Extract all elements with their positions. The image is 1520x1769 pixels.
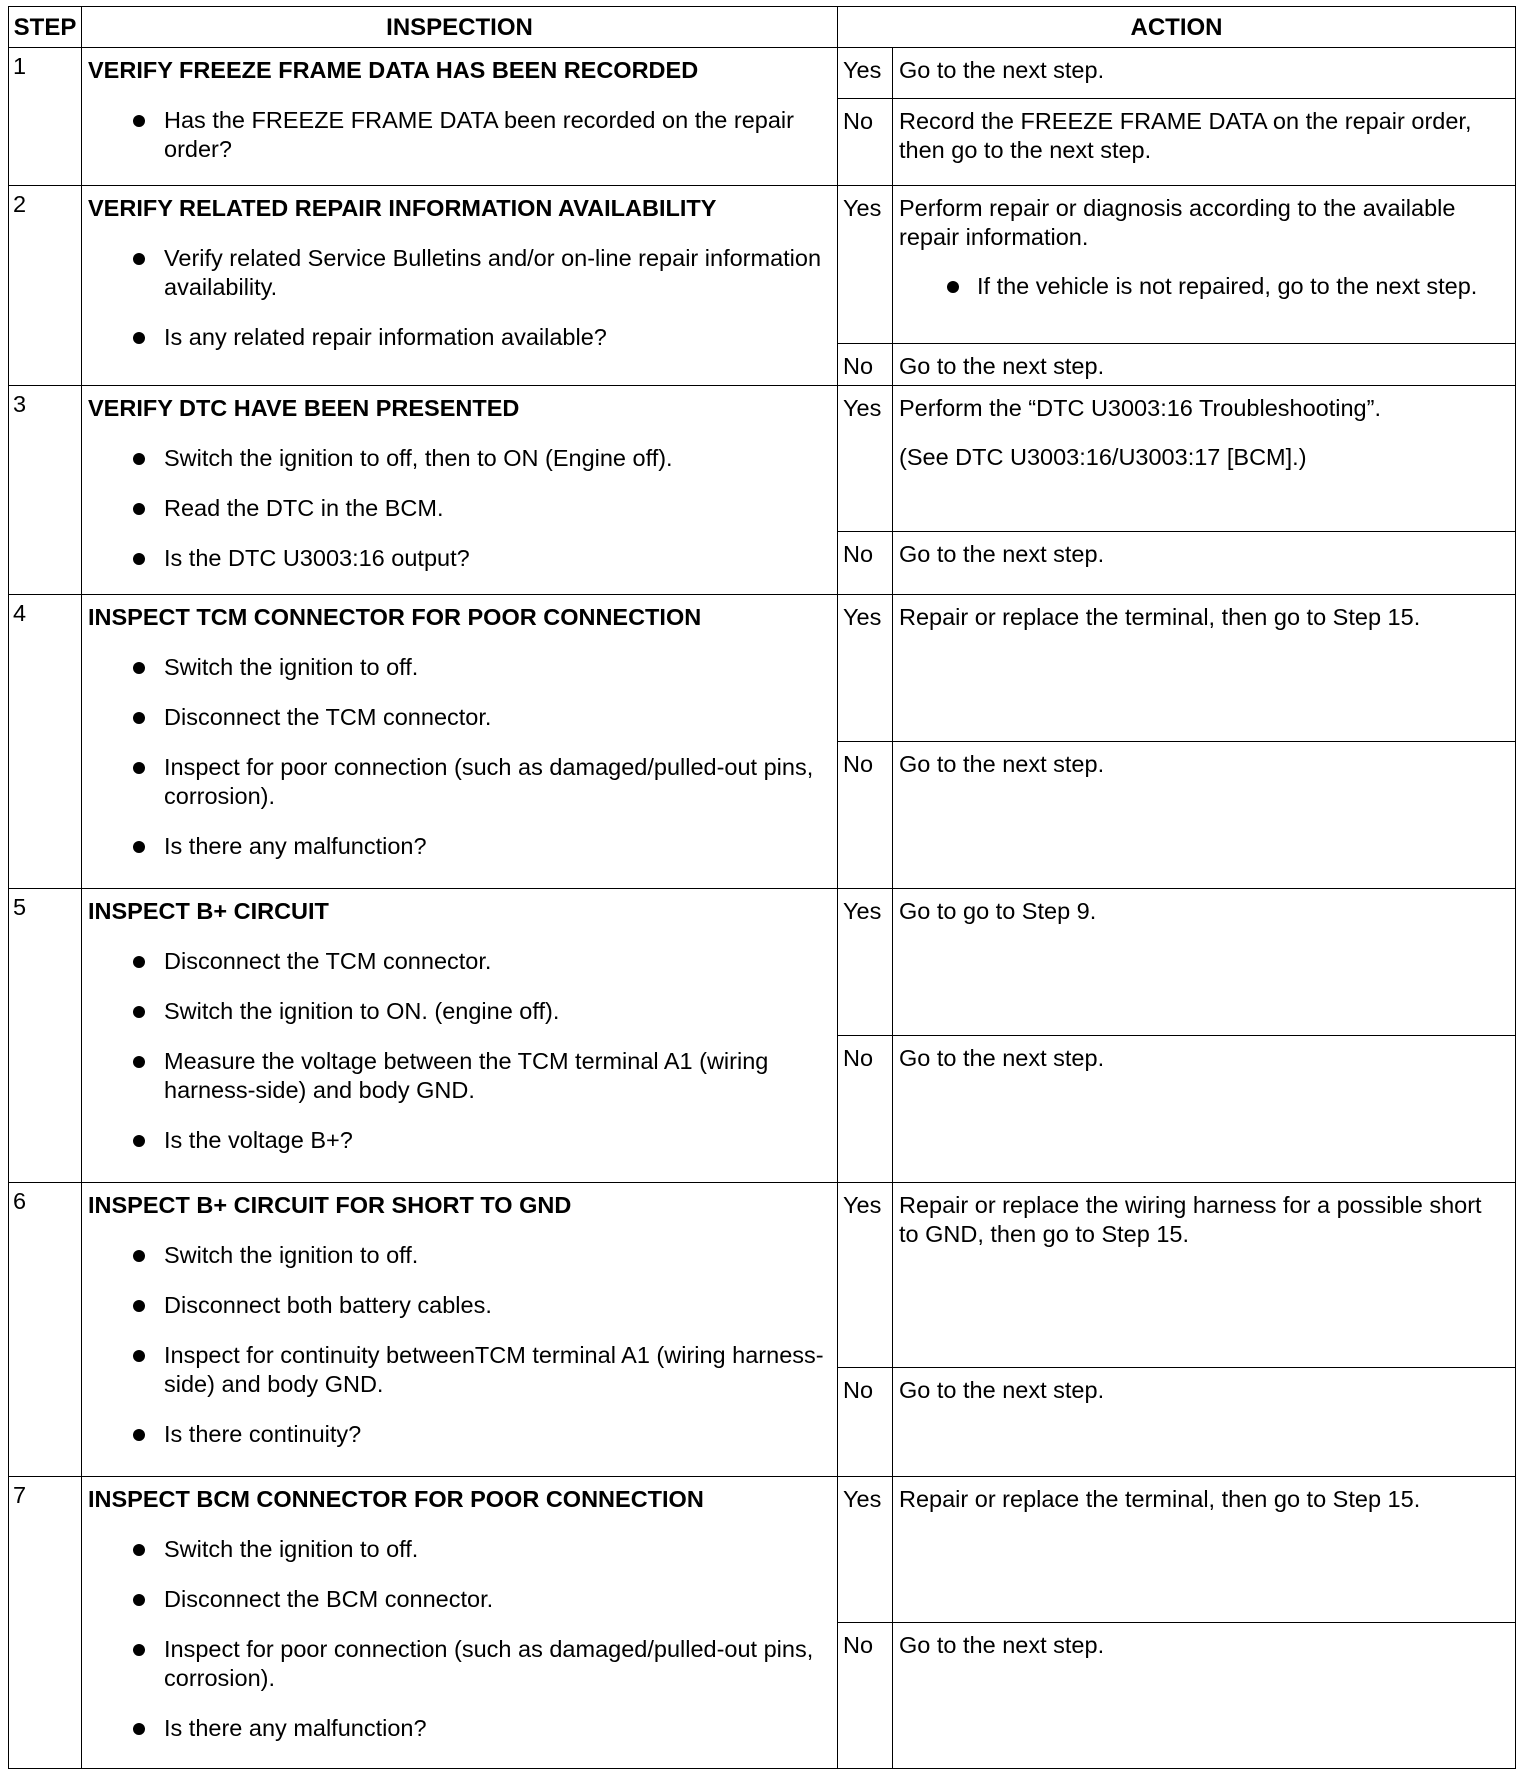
- no-action: [893, 531, 1516, 594]
- action-text: Go to go to Step 9.: [899, 898, 1097, 924]
- step-row: [9, 48, 1516, 99]
- yes-label: Yes: [838, 595, 893, 742]
- header-inspection: INSPECTION: [82, 7, 838, 48]
- bullet-list: [88, 244, 829, 352]
- step-row: [9, 889, 1516, 1036]
- action-text: Go to the next step.: [899, 1632, 1105, 1658]
- action-text: Go to the next step.: [899, 1377, 1105, 1403]
- action-bullet-item: If the vehicle is not repaired, go to the next step.: [899, 272, 1507, 301]
- step-row: [9, 1183, 1516, 1368]
- action-text: Repair or replace the terminal, then go to Step 15.: [899, 604, 1421, 630]
- action-text: Record the FREEZE FRAME DATA on the repair order, then go to the next step.: [899, 108, 1472, 164]
- bullet-item: Has the FREEZE FRAME DATA been recorded on the repair order?: [88, 106, 829, 164]
- action-reference: (See DTC U3003:16/U3003:17 [BCM].): [899, 444, 1307, 470]
- step-number: 7: [9, 1477, 82, 1769]
- no-label: No: [838, 99, 893, 186]
- step-row: [9, 186, 1516, 344]
- bullet-item: Is the voltage B+?: [88, 1126, 829, 1155]
- bullet-item: Disconnect the TCM connector.: [88, 947, 829, 976]
- no-label: No: [838, 1368, 893, 1477]
- bullet-item: Read the DTC in the BCM.: [88, 494, 829, 523]
- bullet-item: Is the DTC U3003:16 output?: [88, 544, 829, 573]
- no-label: No: [838, 1623, 893, 1769]
- action-text: Go to the next step.: [899, 57, 1105, 83]
- yes-action: [893, 386, 1516, 532]
- step-number: 1: [9, 48, 82, 186]
- bullet-item: Disconnect both battery cables.: [88, 1291, 829, 1320]
- step-number: 3: [9, 386, 82, 595]
- yes-label: Yes: [838, 1183, 893, 1368]
- bullet-list: [88, 947, 829, 1155]
- header-action: ACTION: [838, 7, 1516, 48]
- step-title: VERIFY RELATED REPAIR INFORMATION AVAILABILITY: [88, 195, 717, 221]
- bullet-list: [88, 1241, 829, 1449]
- inspection-cell: [82, 386, 838, 595]
- troubleshooting-table: [8, 6, 1516, 1769]
- step-row: [9, 595, 1516, 742]
- bullet-list: [88, 444, 829, 573]
- step-number: 2: [9, 186, 82, 386]
- step-row: [9, 1477, 1516, 1623]
- no-label: No: [838, 531, 893, 594]
- action-text: Perform the “DTC U3003:16 Troubleshooting”.: [899, 395, 1381, 421]
- step-number: 4: [9, 595, 82, 889]
- yes-label: Yes: [838, 48, 893, 99]
- step-number: 5: [9, 889, 82, 1183]
- yes-label: Yes: [838, 386, 893, 532]
- bullet-item: Disconnect the TCM connector.: [88, 703, 829, 732]
- header-row: [9, 7, 1516, 48]
- inspection-cell: [82, 48, 838, 186]
- step-number: 6: [9, 1183, 82, 1477]
- inspection-cell: [82, 1477, 838, 1769]
- action-text: Perform repair or diagnosis according to the available repair information.: [899, 195, 1456, 250]
- no-label: No: [838, 742, 893, 889]
- action-text: Go to the next step.: [899, 1045, 1105, 1071]
- action-text: Repair or replace the wiring harness for a possible short to GND, then go to Step 15.: [899, 1192, 1482, 1247]
- bullet-item: Is there continuity?: [88, 1420, 829, 1449]
- yes-action: [893, 1183, 1516, 1368]
- yes-action: [893, 889, 1516, 1036]
- bullet-item: Switch the ignition to off.: [88, 653, 829, 682]
- bullet-item: Is there any malfunction?: [88, 832, 829, 861]
- yes-action: [893, 1477, 1516, 1623]
- no-action: [893, 742, 1516, 889]
- bullet-item: Verify related Service Bulletins and/or on-line repair information availability.: [88, 244, 829, 302]
- procedure-table-wrapper: [8, 6, 1516, 1755]
- step-title: INSPECT B+ CIRCUIT: [88, 898, 329, 924]
- bullet-list: [88, 653, 829, 861]
- bullet-list: [88, 1535, 829, 1743]
- inspection-cell: [82, 1183, 838, 1477]
- bullet-item: Is any related repair information available?: [88, 323, 829, 352]
- step-row: [9, 386, 1516, 532]
- action-text: Go to the next step.: [899, 353, 1105, 379]
- step-title: INSPECT B+ CIRCUIT FOR SHORT TO GND: [88, 1192, 572, 1218]
- bullet-item: Switch the ignition to off.: [88, 1241, 829, 1270]
- action-text: Go to the next step.: [899, 751, 1105, 777]
- bullet-item: Inspect for poor connection (such as damaged/pulled-out pins, corrosion).: [88, 753, 829, 811]
- inspection-cell: [82, 595, 838, 889]
- no-action: [893, 1623, 1516, 1769]
- bullet-item: Switch the ignition to off, then to ON (Engine off).: [88, 444, 829, 473]
- inspection-cell: [82, 186, 838, 386]
- inspection-cell: [82, 889, 838, 1183]
- action-text: Repair or replace the terminal, then go to Step 15.: [899, 1486, 1421, 1512]
- step-title: VERIFY DTC HAVE BEEN PRESENTED: [88, 395, 520, 421]
- step-title: VERIFY FREEZE FRAME DATA HAS BEEN RECORDED: [88, 57, 699, 83]
- header-step: STEP: [9, 7, 82, 48]
- bullet-item: Is there any malfunction?: [88, 1714, 829, 1743]
- step-title: INSPECT TCM CONNECTOR FOR POOR CONNECTION: [88, 604, 702, 630]
- bullet-list: [88, 106, 829, 164]
- yes-action: [893, 595, 1516, 742]
- no-action: [893, 344, 1516, 386]
- no-action: [893, 1036, 1516, 1183]
- yes-action: [893, 186, 1516, 344]
- bullet-item: Inspect for poor connection (such as damaged/pulled-out pins, corrosion).: [88, 1635, 829, 1693]
- bullet-item: Switch the ignition to off.: [88, 1535, 829, 1564]
- bullet-item: Measure the voltage between the TCM terminal A1 (wiring harness-side) and body GND.: [88, 1047, 829, 1105]
- no-label: No: [838, 1036, 893, 1183]
- yes-label: Yes: [838, 889, 893, 1036]
- yes-action: [893, 48, 1516, 99]
- no-action: [893, 99, 1516, 186]
- no-label: No: [838, 344, 893, 386]
- yes-label: Yes: [838, 186, 893, 344]
- yes-label: Yes: [838, 1477, 893, 1623]
- bullet-item: Inspect for continuity betweenTCM terminal A1 (wiring harness-side) and body GND.: [88, 1341, 829, 1399]
- action-text: Go to the next step.: [899, 540, 1105, 567]
- bullet-item: Switch the ignition to ON. (engine off).: [88, 997, 829, 1026]
- action-bullet-list: [899, 272, 1507, 301]
- step-title: INSPECT BCM CONNECTOR FOR POOR CONNECTION: [88, 1486, 704, 1512]
- bullet-item: Disconnect the BCM connector.: [88, 1585, 829, 1614]
- no-action: [893, 1368, 1516, 1477]
